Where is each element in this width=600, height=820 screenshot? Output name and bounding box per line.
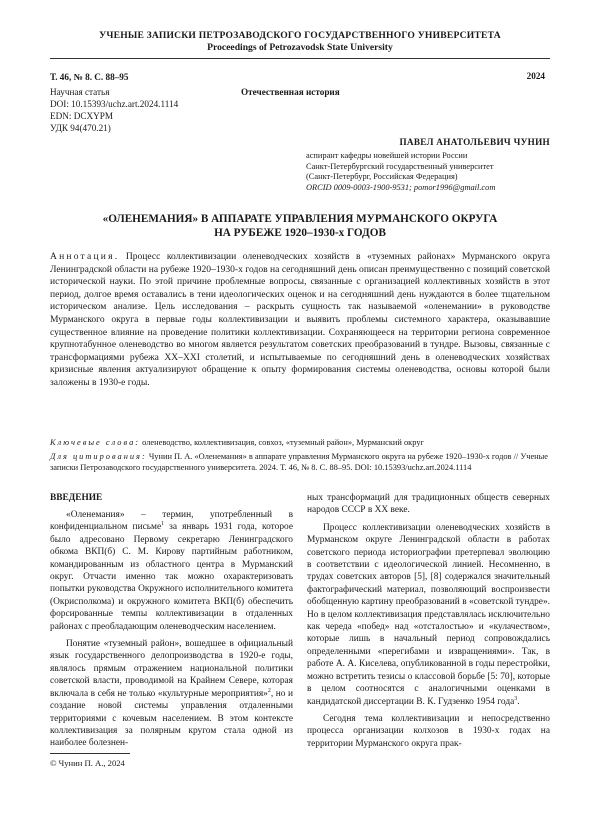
abstract-label: Аннотация. bbox=[50, 251, 120, 262]
section-name: Отечественная история bbox=[241, 87, 340, 97]
keywords-text: оленеводство, коллективизация, совхоз, «туземный район», Мурманский округ bbox=[142, 438, 424, 447]
author-position: аспирант кафедры новейшей истории России bbox=[306, 151, 468, 160]
year: 2024 bbox=[526, 71, 545, 81]
abstract bbox=[50, 251, 550, 390]
journal-title: УЧЕНЫЕ ЗАПИСКИ ПЕТРОЗАВОДСКОГО ГОСУДАРСТВЕННОГО УНИВЕРСИТЕТА bbox=[99, 30, 501, 41]
article-type: Научная статья bbox=[50, 87, 110, 97]
title-line-1: «ОЛЕНЕМАНИЯ» В АППАРАТЕ УПРАВЛЕНИЯ МУРМАНСКОГО ОКРУГА bbox=[102, 213, 498, 225]
author-contacts[interactable]: ORCID 0009-0003-1900-9531; pomor1996@gmail.com bbox=[306, 182, 496, 192]
section-heading: ВВЕДЕНИЕ bbox=[50, 493, 103, 503]
paragraph: Процесс коллективизации оленеводческих хозяйств в Мурманском округе Ленинградской области в работах советского периода историографии претерпевал эволюцию в соответствии с идеологической линией. Несомненно, в трудах советских авторов [5], [8] содержался значительный фактографический материал, позволяющий воспроизвести обобщенную картину преобразований в «советской тундре». Но в целом коллективизация представлялась исключительно как череда «побед» над «отсталостью» и «кулачеством», которые лишь в начальный период сопровождались определенными «перегибами и извращениями». Так, в работе А. А. Киселева, опубликованной в годы перестройки, можно встретить тезисы о классовой борьбе [5: 70], которые в целом соотносятся с аналогичными оценками в кандидатской диссертации В. К. Гудзенко 1954 года$^3$. bbox=[307, 522, 550, 707]
paragraph: Сегодня тема коллективизации и непосредственно процесса организации колхозов в 1930-х годах на территории Мурманского округа прак- bbox=[307, 713, 550, 749]
copyright: © Чунин П. А., 2024 bbox=[50, 758, 125, 768]
edn: EDN: DCXYPM bbox=[50, 111, 114, 121]
citation bbox=[50, 452, 550, 474]
author-block bbox=[306, 136, 556, 193]
header-rule bbox=[50, 58, 550, 59]
journal-subtitle: Proceedings of Petrozavodsk State University bbox=[207, 42, 393, 53]
doi[interactable]: DOI: 10.15393/uchz.art.2024.1114 bbox=[50, 99, 179, 109]
keywords bbox=[50, 437, 550, 448]
author-affiliation: Санкт-Петербургский государственный университет bbox=[306, 161, 494, 171]
citation-text: Чунин П. А. «Оленемания» в аппарате управления Мурманского округа на рубеже 1920–1930-х годов // Ученые записки Петрозаводского государственного университета. 2024. Т. 46, № 8. С. 88–95. DOI: 10.15393/uchz.art.2024.1114 bbox=[50, 452, 549, 472]
volume-info: Т. 46, № 8. С. 88–95 bbox=[50, 72, 129, 82]
footnote-rule bbox=[50, 753, 130, 754]
paragraph: Понятие «туземный район», вошедшее в официальный язык государственного делопроизводства в 1920-е годы, являлось прямым отражением национальной политики советской власти, проводимой на Крайнем Севере, которая включала в себя не только «культурные мероприятия»$^2$, но и создание новой системы управления отдаленными территориями с кочевым населением. В этом контексте коллективизация за полярным кругом стала одной из наиболее болезнен- bbox=[50, 639, 293, 749]
udc: УДК 94(470.21) bbox=[50, 123, 111, 133]
keywords-label: Ключевые слова: bbox=[50, 438, 141, 447]
author-name: ПАВЕЛ АНАТОЛЬЕВИЧ ЧУНИН bbox=[399, 137, 550, 147]
footnote-ref[interactable]: 2 bbox=[267, 687, 271, 694]
footnote-ref[interactable]: 3 bbox=[514, 695, 518, 702]
body-column-left bbox=[50, 492, 293, 755]
footnote-ref[interactable]: 1 bbox=[161, 521, 165, 528]
body-column-right bbox=[307, 492, 550, 755]
abstract-text: Процесс коллективизации оленеводческих хозяйств в «туземных районах» Мурманского округа Ленинградской области на рубеже 1920–1930-х годов на сегодняшний день описан преимущественно с позиций советской исторической науки. По этой причине проблемные вопросы, связанные с организацией коллективных хозяйств в этот период, долгое время оставались в тени идеологических оценок и на сегодняшний день нуждаются в более тщательном историческом анализе. Цель исследования – раскрыть сущность так называемой «оленемании» в руководстве Мурманского округа в первые годы коллективизации и выявить проблемы системного характера, оказывавшие существенное влияние на проведение политики коллективизации. Сохраняющееся на территории региона современное крупнотабунное оленеводство во многом является результатом советских преобразований в тундре. Вызовы, связанные с трансформациями рубежа XX–XXI столетий, и испытываемые по сегодняшний день в оленеводческих хозяйствах кризисные явления актуализируют обращение к опыту формирования системы оленеводства, основы которой были заложены в 1930-е годы. bbox=[50, 251, 550, 388]
title-line-2: НА РУБЕЖЕ 1920–1930-х ГОДОВ bbox=[214, 227, 386, 239]
author-location: (Санкт-Петербург, Российская Федерация) bbox=[306, 172, 458, 182]
paragraph: «Оленемания» – термин, употребленный в конфиденциальном письме$^1$ за январь 1931 года, которое было адресовано Первому секретарю Ленинградского обкома ВКП(б) С. М. Кирову партийным работником, командированным из областного центра в Мурманский округ. Отчасти именно так можно охарактеризовать попытки руководства Окружного исполнительного комитета (Окрисполкома) и окружного комитета ВКП(б) обеспечить форсированные темпы коллективизации в отдаленных районах с преобладающим оленеводческим населением. bbox=[50, 510, 293, 632]
article-title bbox=[0, 212, 600, 240]
citation-label: Для цитирования: bbox=[50, 452, 147, 461]
paragraph: ных трансформаций для традиционных обществ северных народов СССР в XX веке. bbox=[307, 493, 550, 516]
